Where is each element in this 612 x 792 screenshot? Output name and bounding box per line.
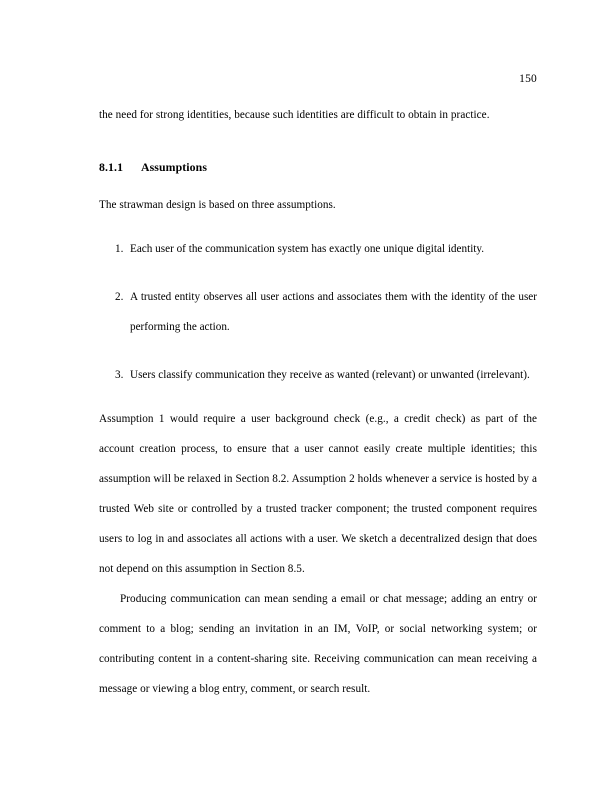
list-item	[99, 234, 537, 264]
paragraph-continued-top: the need for strong identities, because such identities are difficult to obtain in practice.	[99, 109, 490, 121]
list-item-text: Users classify communication they receive as wanted (relevant) or unwanted (irrelevant).	[130, 369, 530, 381]
vertical-spacer	[99, 390, 537, 404]
page-number: 150	[519, 73, 537, 85]
list-item-text: A trusted entity observes all user actions and associates them with the identity of the user performing the action.	[130, 291, 537, 333]
section-number: 8.1.1	[99, 160, 124, 174]
section-title: Assumptions	[141, 160, 208, 174]
section-heading	[99, 152, 537, 182]
paragraph-intro: The strawman design is based on three assumptions.	[99, 199, 336, 211]
page-content	[99, 100, 537, 704]
list-item-marker: 3.	[115, 369, 124, 381]
list-item-text: Each user of the communication system has exactly one unique digital identity.	[130, 243, 485, 255]
paragraph-discussion: Assumption 1 would require a user background check (e.g., a credit check) as part of the account creation process, to ensure that a user cannot easily create multiple identities; this assumption will be relaxed in Section 8.2. Assumption 2 holds whenever a service is hosted by a trusted Web site or controlled by a trusted tracker component; the trusted component requires users to log in and associates all actions with a user. We sketch a decentralized design that does not depend on this assumption in Section 8.5.	[99, 413, 537, 575]
list-item-marker: 1.	[115, 243, 124, 255]
vertical-spacer	[99, 182, 537, 190]
list-item	[99, 360, 537, 390]
list-item-marker: 2.	[115, 291, 124, 303]
list-item	[99, 282, 537, 342]
paragraph-definitions: Producing communication can mean sending a email or chat message; adding an entry or comment to a blog; sending an invitation in an IM, VoIP, or social networking system; or contributing content in a content-sharing site. Receiving communication can mean receiving a message or viewing a blog entry, comment, or search result.	[99, 593, 537, 695]
vertical-spacer	[99, 130, 537, 152]
assumptions-list	[99, 234, 537, 390]
vertical-spacer	[99, 220, 537, 234]
